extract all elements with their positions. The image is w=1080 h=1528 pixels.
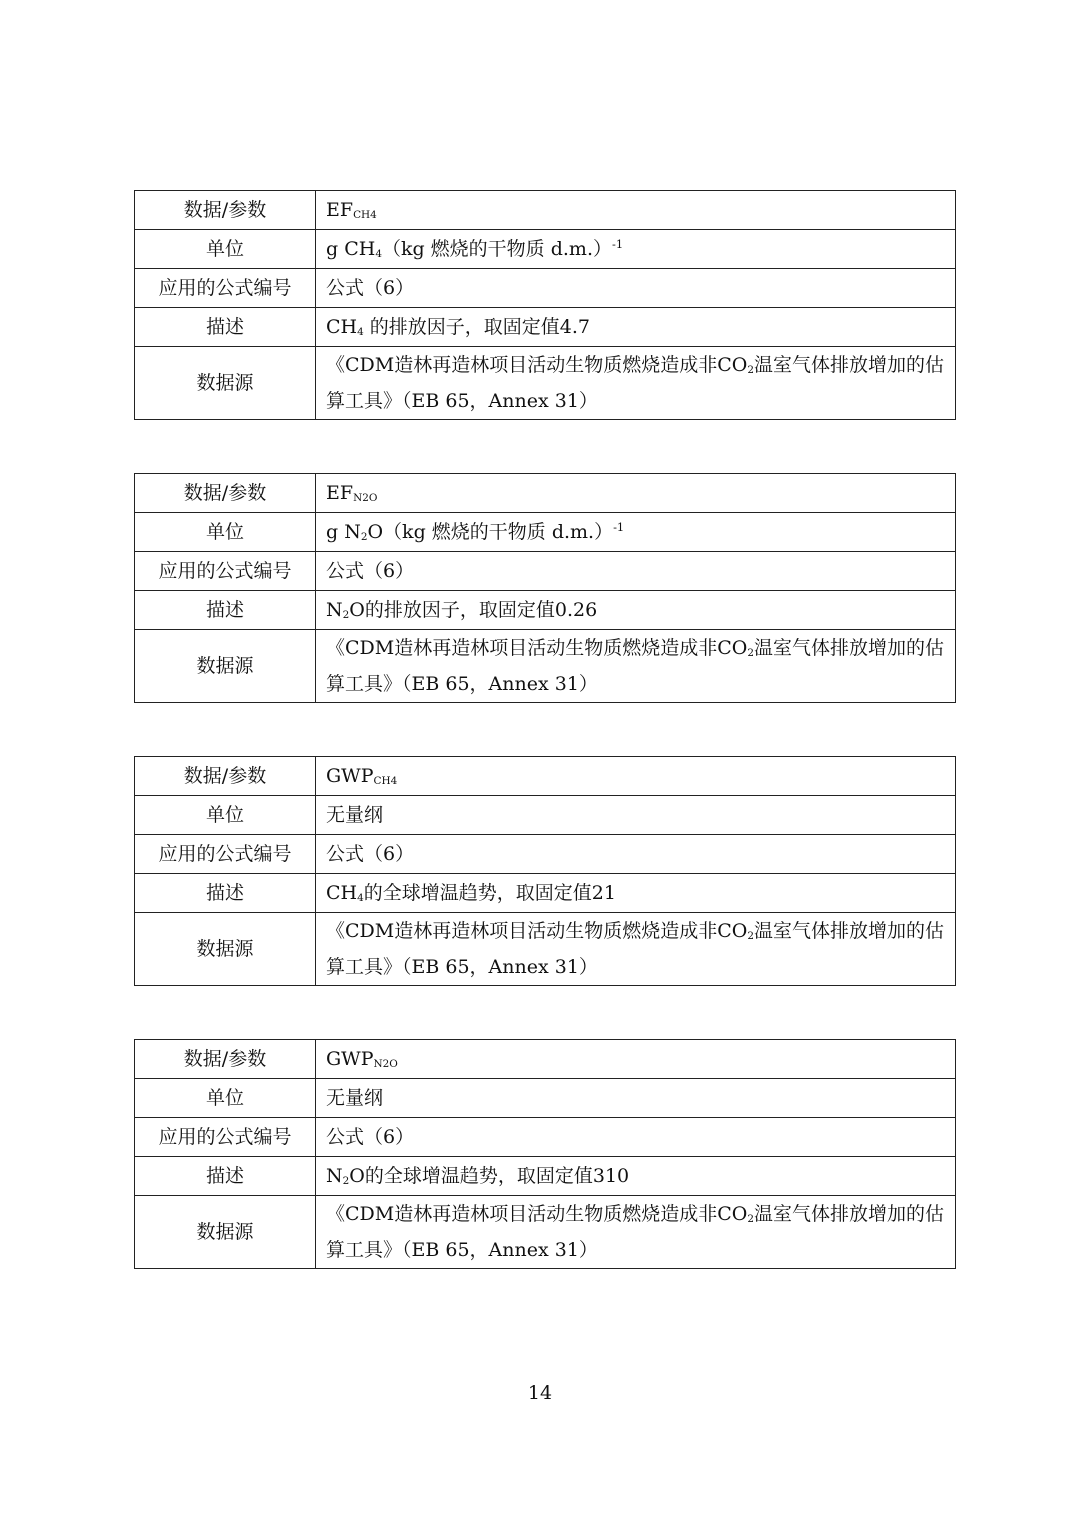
source-text-post: 温室气体排放增加的估算工具》（EB 65，Annex 31） [326, 354, 945, 412]
unit-label: 单位 [135, 230, 316, 269]
param-symbol: EF [326, 199, 354, 221]
description-subscript: 4 [357, 892, 364, 905]
parameter-table-gwp-n2o [134, 1039, 956, 1269]
source-label: 数据源 [135, 913, 316, 986]
description-label: 描述 [135, 308, 316, 347]
formula-value: 公式（6） [316, 552, 956, 591]
param-value [316, 474, 956, 513]
source-text: 《CDM造林再造林项目活动生物质燃烧造成非CO [326, 637, 748, 659]
table-row [135, 835, 956, 874]
formula-value: 公式（6） [316, 1118, 956, 1157]
description-label: 描述 [135, 591, 316, 630]
unit-text: 无量纲 [326, 804, 384, 826]
unit-text: g CH [326, 238, 376, 260]
unit-superscript: -1 [611, 237, 624, 252]
table-row [135, 1118, 956, 1157]
description-value [316, 591, 956, 630]
unit-text-post: （kg 燃烧的干物质 d.m.） [381, 238, 612, 260]
description-text: CH [326, 882, 358, 904]
description-text: CH [326, 316, 358, 338]
param-subscript: N2O [373, 1058, 398, 1071]
formula-value: 公式（6） [316, 269, 956, 308]
description-subscript: 4 [357, 326, 364, 339]
table-row [135, 757, 956, 796]
description-subscript: 2 [342, 609, 350, 622]
formula-label: 应用的公式编号 [135, 1118, 316, 1157]
table-row [135, 552, 956, 591]
unit-text-post: O（kg 燃烧的干物质 d.m.） [367, 521, 614, 543]
table-row [135, 308, 956, 347]
param-symbol: EF [326, 482, 354, 504]
table-row [135, 230, 956, 269]
page-number: 14 [527, 1382, 553, 1404]
param-subscript: CH4 [373, 775, 398, 788]
unit-subscript: 4 [375, 248, 382, 261]
description-value [316, 308, 956, 347]
unit-text: 无量纲 [326, 1087, 384, 1109]
source-value [316, 913, 956, 986]
source-label: 数据源 [135, 630, 316, 703]
source-value [316, 347, 956, 420]
param-value [316, 191, 956, 230]
source-subscript: 2 [747, 647, 754, 660]
source-text: 《CDM造林再造林项目活动生物质燃烧造成非CO [326, 1203, 748, 1225]
table-row [135, 796, 956, 835]
source-text-post: 温室气体排放增加的估算工具》（EB 65，Annex 31） [326, 637, 945, 695]
source-subscript: 2 [747, 364, 754, 377]
unit-value [316, 230, 956, 269]
param-symbol: GWP [326, 765, 374, 787]
param-label: 数据/参数 [135, 757, 316, 796]
table-row [135, 1079, 956, 1118]
parameter-table-ef-n2o [134, 473, 956, 703]
description-text: N [326, 599, 343, 621]
table-row [135, 347, 956, 420]
source-subscript: 2 [747, 1213, 754, 1226]
unit-label: 单位 [135, 513, 316, 552]
param-value [316, 757, 956, 796]
formula-label: 应用的公式编号 [135, 835, 316, 874]
param-label: 数据/参数 [135, 1040, 316, 1079]
table-row [135, 1157, 956, 1196]
param-label: 数据/参数 [135, 191, 316, 230]
formula-value: 公式（6） [316, 835, 956, 874]
unit-value [316, 513, 956, 552]
formula-label: 应用的公式编号 [135, 552, 316, 591]
table-row [135, 874, 956, 913]
parameter-table-gwp-ch4 [134, 756, 956, 986]
description-text-post: O的排放因子，取固定值0.26 [349, 599, 598, 621]
table-row [135, 630, 956, 703]
description-subscript: 2 [342, 1175, 350, 1188]
table-row [135, 1196, 956, 1269]
formula-label: 应用的公式编号 [135, 269, 316, 308]
unit-subscript: 2 [360, 531, 368, 544]
table-row [135, 191, 956, 230]
table-row [135, 269, 956, 308]
source-text: 《CDM造林再造林项目活动生物质燃烧造成非CO [326, 354, 748, 376]
param-value [316, 1040, 956, 1079]
source-text: 《CDM造林再造林项目活动生物质燃烧造成非CO [326, 920, 748, 942]
source-text-post: 温室气体排放增加的估算工具》（EB 65，Annex 31） [326, 920, 945, 978]
description-text-post: O的全球增温趋势，取固定值310 [349, 1165, 630, 1187]
description-text-post: 的全球增温趋势，取固定值21 [363, 882, 616, 904]
param-label: 数据/参数 [135, 474, 316, 513]
source-text-post: 温室气体排放增加的估算工具》（EB 65，Annex 31） [326, 1203, 945, 1261]
source-value [316, 630, 956, 703]
source-label: 数据源 [135, 1196, 316, 1269]
unit-label: 单位 [135, 1079, 316, 1118]
unit-superscript: -1 [613, 520, 625, 535]
description-value [316, 1157, 956, 1196]
table-row [135, 913, 956, 986]
param-subscript: N2O [353, 492, 378, 505]
unit-text: g N [326, 521, 361, 543]
unit-value [316, 796, 956, 835]
param-symbol: GWP [326, 1048, 374, 1070]
description-value [316, 874, 956, 913]
source-label: 数据源 [135, 347, 316, 420]
description-label: 描述 [135, 874, 316, 913]
table-row [135, 1040, 956, 1079]
table-row [135, 591, 956, 630]
description-text-post: 的排放因子，取固定值4.7 [363, 316, 591, 338]
parameter-table-ef-ch4 [134, 190, 956, 420]
source-subscript: 2 [747, 930, 754, 943]
table-row [135, 513, 956, 552]
source-value [316, 1196, 956, 1269]
table-row [135, 474, 956, 513]
unit-value [316, 1079, 956, 1118]
param-subscript: CH4 [353, 209, 377, 222]
unit-label: 单位 [135, 796, 316, 835]
description-label: 描述 [135, 1157, 316, 1196]
description-text: N [326, 1165, 343, 1187]
